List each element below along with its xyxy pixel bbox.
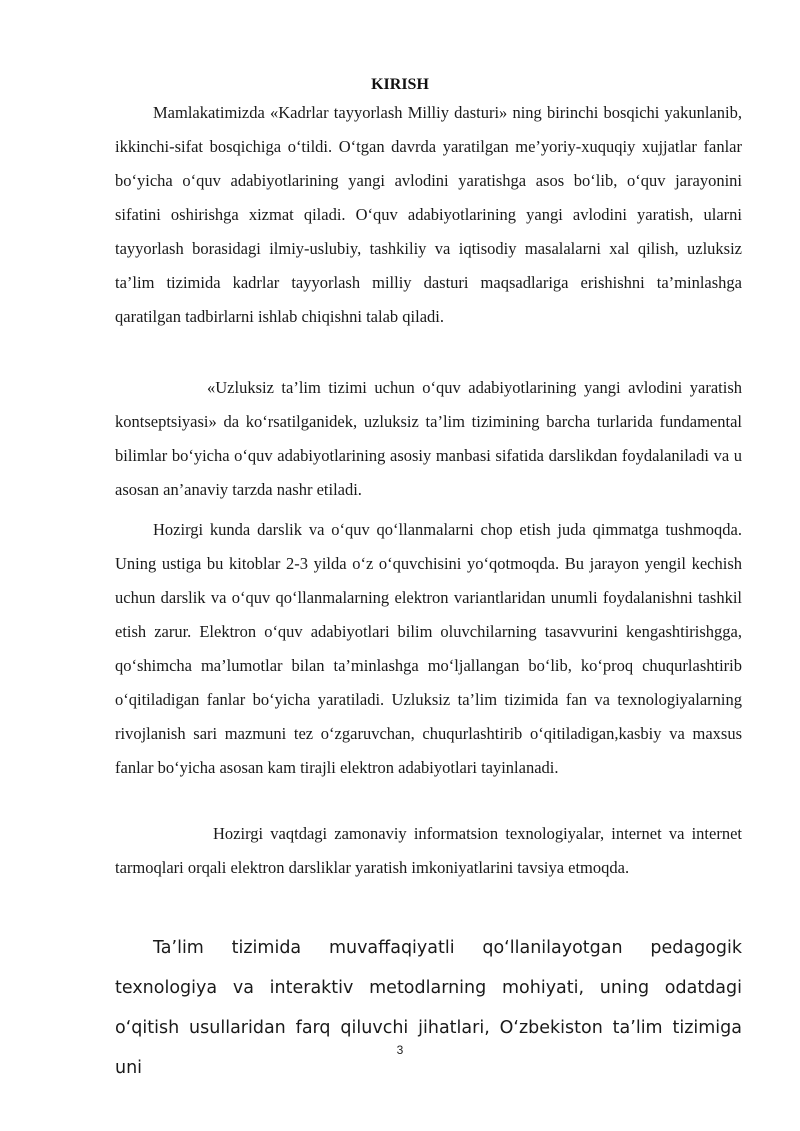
paragraph-2: «Uzluksiz ta’lim tizimi uchun o‘quv adabiyotlarining yangi avlodini yaratish kontseptsiyasi» da ko‘rsatilganidek, uzluksiz ta’lim tizimining barcha turlarida fundamental bilimlar bo‘yicha o‘quv adabiyotlarining asosiy manbasi sifatida darslikdan foydalaniladi va u asosan an’anaviy tarzda nashr etiladi. (115, 378, 742, 499)
paragraph-4: Hozirgi vaqtdagi zamonaviy informatsion texnologiyalar, internet va internet tarmoqlari orqali elektron darsliklar yaratish imkoniyatlarini tavsiya etmoqda. (115, 824, 742, 877)
page-number: 3 (396, 1043, 404, 1057)
paragraph-1: Mamlakatimizda «Kadrlar tayyorlash Milliy dasturi» ning birinchi bosqichi yakunlanib, ikkinchi-sifat bosqichiga o‘tildi. O‘tgan davrda yaratilgan me’yoriy-xuquqiy xujjatlar fanlar bo‘yicha o‘quv adabiyotlarining yangi avlodini yaratishga asos bo‘lib, o‘quv jarayonini sifatini oshirishga xizmat qiladi. O‘quv adabiyotlarining yangi avlodini yaratish, ularni tayyorlash borasidagi ilmiy-uslubiy, tashkiliy va iqtisodiy masalalarni xal qilish, uzluksiz ta’lim tizimida kadrlar tayyorlash milliy dasturi maqsadlariga erishishni ta’minlashga qaratilgan tadbirlarni ishlab chiqishni talab qiladi. (115, 103, 742, 326)
document-heading: KIRISH (371, 76, 429, 93)
paragraph-5: Ta’lim tizimida muvaffaqiyatli qo‘llanilayotgan pedagogik texnologiya va interaktiv metodlarning mohiyati, uning odatdagi o‘qitish usullaridan farq qiluvchi jihatlari, O‘zbekiston ta’lim tizimiga uni (115, 938, 742, 1078)
paragraph-3: Hozirgi kunda darslik va o‘quv qo‘llanmalarni chop etish juda qimmatga tushmoqda. Uning ustiga bu kitoblar 2-3 yilda o‘z o‘quvchisini yo‘qotmoqda. Bu jarayon yengil kechish uchun darslik va o‘quv qo‘llanmalarning elektron variantlaridan unumli foydalanishni tashkil etish zarur. Elektron o‘quv adabiyotlari bilim oluvchilarning tasavvurini kengashtirishgga, qo‘shimcha ma’lumotlar bilan ta’minlashga mo‘ljallangan bo‘lib, ko‘proq chuqurlashtirib o‘qitiladigan fanlar bo‘yicha yaratiladi. Uzluksiz ta’lim tizimida fan va texnologiyalarning rivojlanish sari mazmuni tez o‘zgaruvchan, chuqurlashtirib o‘qitiladigan,kasbiy va maxsus fanlar bo‘yicha asosan kam tirajli elektron adabiyotlari tayinlanadi. (115, 520, 742, 777)
